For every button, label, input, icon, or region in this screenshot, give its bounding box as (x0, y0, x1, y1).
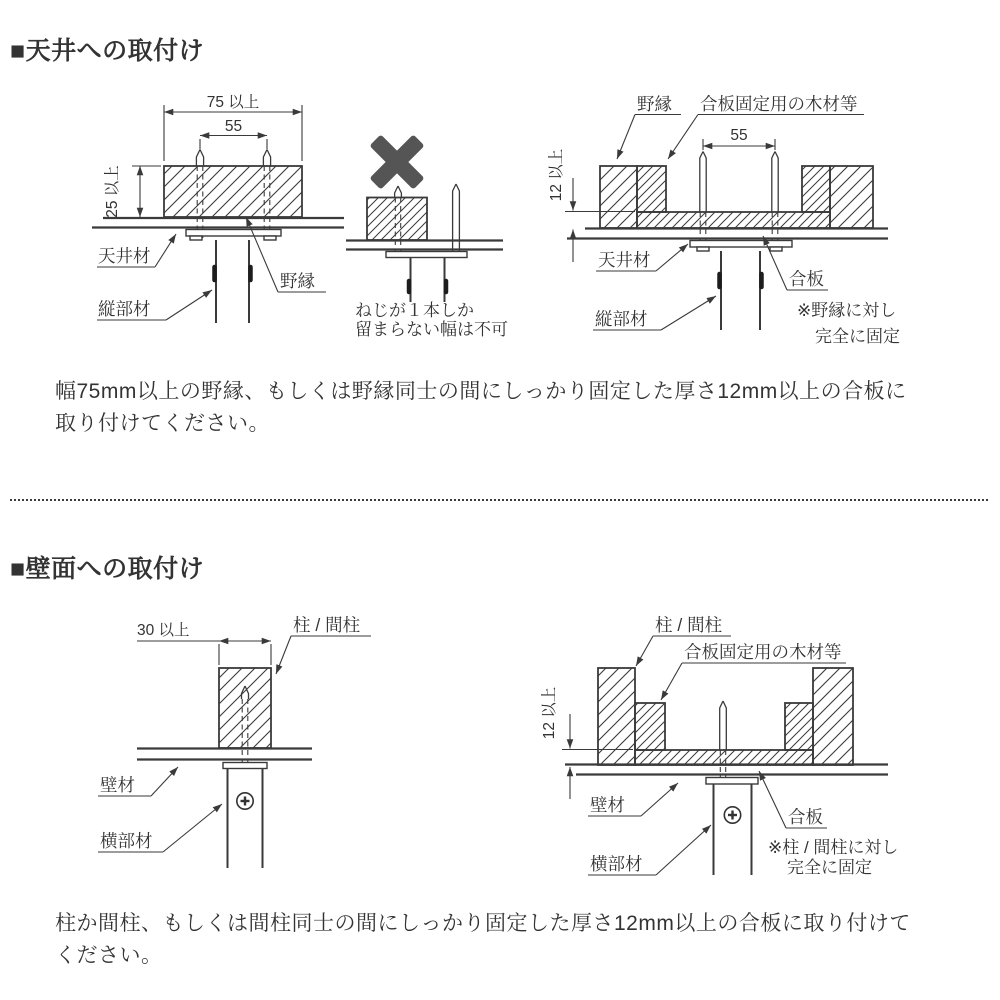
ceiling-plywood-diagram (547, 94, 900, 346)
note-line1: ※野縁に対し (797, 301, 897, 320)
dim-stud-width: 30 以上 (137, 622, 190, 639)
mounting-screw (772, 152, 778, 247)
vertical-pole (215, 240, 251, 323)
x-mark-icon (369, 134, 424, 189)
label-horizontal-member: 横部材 (100, 831, 153, 851)
mount-bracket (706, 778, 758, 785)
label-fixing-wood: 合板固定用の木材等 (684, 642, 842, 662)
dim-joist-depth: 25 以上 (104, 165, 121, 218)
label-stud: 柱 / 間柱 (655, 615, 723, 635)
mount-bracket (186, 230, 281, 237)
dim-joist-width: 75 以上 (206, 94, 260, 111)
screw-head-icon (724, 807, 740, 823)
stud-block (598, 668, 635, 765)
dim-plywood-thickness: 12 以上 (541, 686, 558, 740)
ceiling-description-line1: 幅75mm以上の野縁、もしくは野縁同士の間にしっかり固定した厚さ12mm以上の合板に (55, 380, 907, 403)
label-ceiling-material: 天井材 (598, 250, 651, 270)
fixing-wood-block (637, 166, 666, 212)
stud-block (813, 668, 853, 765)
label-wall-material: 壁材 (590, 795, 625, 815)
label-wall-material: 壁材 (100, 775, 135, 795)
note-line2: 完全に固定 (815, 327, 900, 346)
mounting-screw (720, 701, 727, 781)
ng-caption-line2: 留まらない幅は不可 (355, 320, 508, 339)
label-vertical-member: 縦部材 (98, 299, 151, 319)
stud-block (219, 668, 271, 748)
missed-screw (453, 184, 460, 253)
dim-plywood-thickness: 12 以上 (548, 148, 565, 202)
plywood-board (635, 750, 813, 765)
mount-bracket (386, 252, 467, 258)
ceiling-description (55, 376, 907, 440)
label-plywood: 合板 (788, 807, 823, 827)
wall-description (55, 908, 911, 972)
dotted-divider (10, 499, 988, 501)
ceiling-description-line2: 取り付けてください。 (55, 412, 270, 435)
ceiling-ng-diagram (346, 134, 508, 339)
label-fixing-wood: 合板固定用の木材等 (700, 94, 858, 114)
joist-block (830, 166, 873, 228)
dim-screw-pitch: 55 (224, 118, 243, 135)
wall-description-line2: ください。 (55, 944, 163, 967)
horizontal-pole (714, 784, 752, 875)
label-stud: 柱 / 間柱 (293, 615, 361, 635)
label-vertical-member: 縦部材 (595, 309, 648, 329)
ceiling-direct-diagram (92, 93, 344, 323)
fixing-wood-block (635, 703, 665, 750)
ceiling-section-title: ■天井への取付け (10, 37, 205, 65)
label-joist: 野縁 (637, 94, 672, 114)
plywood-board (637, 212, 830, 228)
note-line1: ※柱 / 間柱に対し (768, 838, 899, 857)
note-line2: 完全に固定 (787, 858, 872, 877)
wall-section-title: ■壁面への取付け (10, 555, 205, 583)
screw-head-icon (237, 793, 253, 809)
wall-plywood-diagram (540, 615, 898, 877)
fixing-wood-block (785, 703, 813, 750)
label-plywood: 合板 (789, 269, 824, 289)
joist-block (600, 166, 637, 228)
wall-description-line1: 柱か間柱、もしくは間柱同士の間にしっかり固定した厚さ12mm以上の合板に取り付けて (55, 912, 911, 935)
label-ceiling-material: 天井材 (98, 246, 151, 266)
vertical-pole (720, 251, 762, 330)
dim-screw-pitch: 55 (730, 127, 748, 144)
vertical-pole (409, 258, 446, 303)
joist-block (164, 166, 302, 217)
label-horizontal-member: 横部材 (590, 854, 643, 874)
mounting-screw (700, 152, 706, 247)
wall-direct-diagram (98, 615, 371, 868)
ng-caption-line1: ねじが１本しか (355, 301, 474, 320)
mount-bracket (690, 241, 792, 248)
narrow-joist-block (367, 198, 427, 241)
horizontal-pole (228, 769, 263, 869)
label-joist: 野縁 (280, 271, 315, 291)
fixing-wood-block (802, 166, 830, 212)
mount-bracket (223, 763, 267, 769)
